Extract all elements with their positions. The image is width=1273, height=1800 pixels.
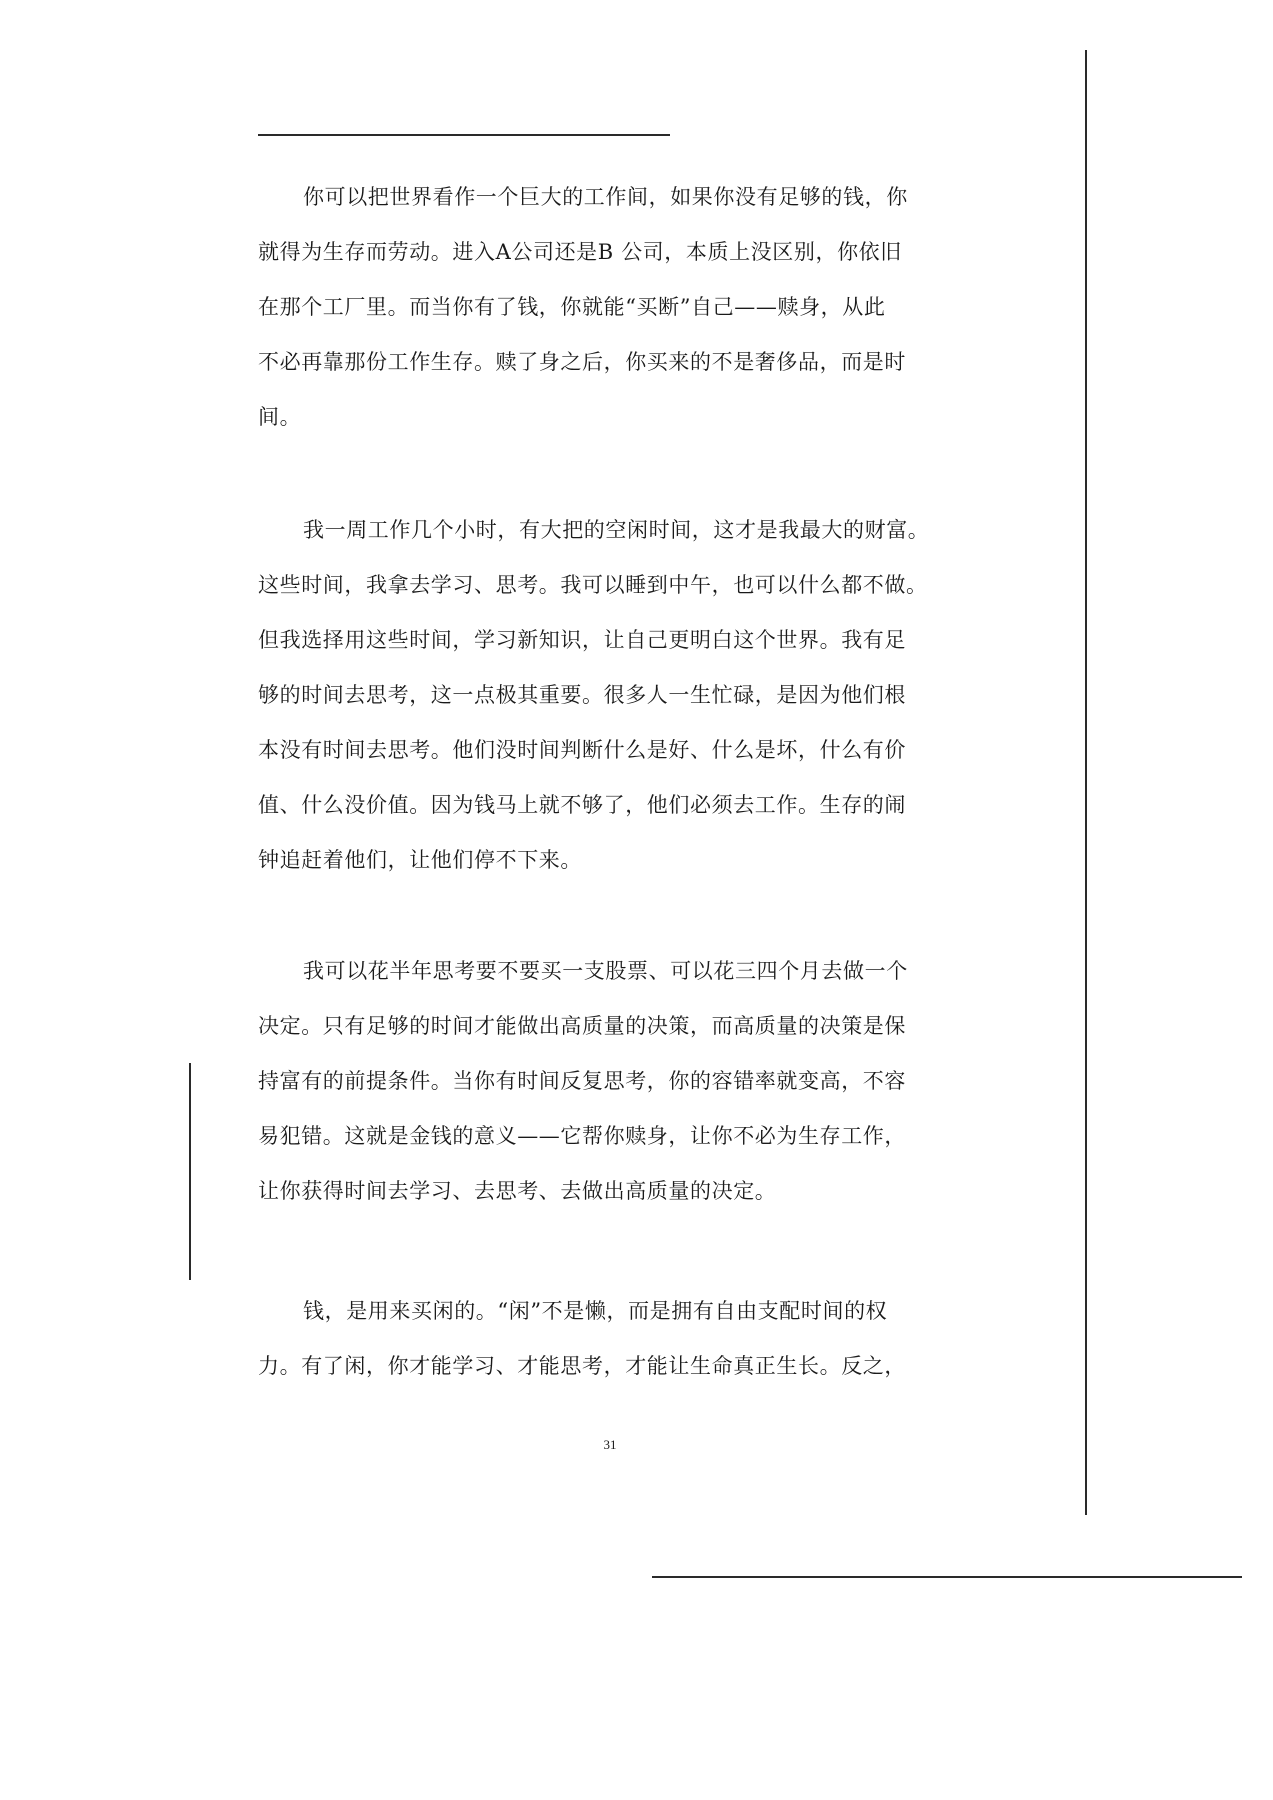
paragraph-line: 值、什么没价值。因为钱马上就不够了，他们必须去工作。生存的闹 xyxy=(258,793,906,817)
paragraph-line: 力。有了闲，你才能学习、才能思考，才能让生命真正生长。反之， xyxy=(258,1354,906,1378)
paragraph-2 xyxy=(258,503,958,888)
paragraph-4 xyxy=(258,1284,958,1394)
paragraph-3 xyxy=(258,944,958,1219)
paragraph-line: 钱，是用来买闲的。“闲”不是懒，而是拥有自由支配时间的权 xyxy=(303,1299,888,1323)
paragraph-line: 够的时间去思考，这一点极其重要。很多人一生忙碌，是因为他们根 xyxy=(258,683,906,707)
paragraph-line: 间。 xyxy=(258,405,302,429)
paragraph-line: 我一周工作几个小时，有大把的空闲时间，这才是我最大的财富。 xyxy=(303,518,930,542)
paragraph-line: 你可以把世界看作一个巨大的工作间，如果你没有足够的钱，你 xyxy=(303,185,908,209)
left-margin-bar xyxy=(189,1063,191,1280)
paragraph-line: 这些时间，我拿去学习、思考。我可以睡到中午，也可以什么都不做。 xyxy=(258,573,928,597)
paragraph-1 xyxy=(258,170,958,445)
paragraph-line: 持富有的前提条件。当你有时间反复思考，你的容错率就变高，不容 xyxy=(258,1069,906,1093)
paragraph-line: 但我选择用这些时间，学习新知识，让自己更明白这个世界。我有足 xyxy=(258,628,906,652)
paragraph-line: 我可以花半年思考要不要买一支股票、可以花三四个月去做一个 xyxy=(303,959,908,983)
paragraph-line: 本没有时间去思考。他们没时间判断什么是好、什么是坏，什么有价 xyxy=(258,738,906,762)
top-rule xyxy=(258,134,670,136)
paragraph-line: 钟追赶着他们，让他们停不下来。 xyxy=(258,848,582,872)
paragraph-line: 决定。只有足够的时间才能做出高质量的决策，而高质量的决策是保 xyxy=(258,1014,906,1038)
bottom-rule xyxy=(652,1576,1242,1578)
paragraph-line: 就得为生存而劳动。进入A公司还是B 公司，本质上没区别，你依旧 xyxy=(258,240,902,264)
right-margin-rule xyxy=(1085,50,1087,1515)
paragraph-line: 让你获得时间去学习、去思考、去做出高质量的决定。 xyxy=(258,1179,777,1203)
page-number: 31 xyxy=(603,1437,617,1452)
paragraph-line: 在那个工厂里。而当你有了钱，你就能“买断”自己——赎身，从此 xyxy=(258,295,886,319)
paragraph-line: 不必再靠那份工作生存。赎了身之后，你买来的不是奢侈品，而是时 xyxy=(258,350,906,374)
paragraph-line: 易犯错。这就是金钱的意义——它帮你赎身，让你不必为生存工作， xyxy=(258,1124,906,1148)
